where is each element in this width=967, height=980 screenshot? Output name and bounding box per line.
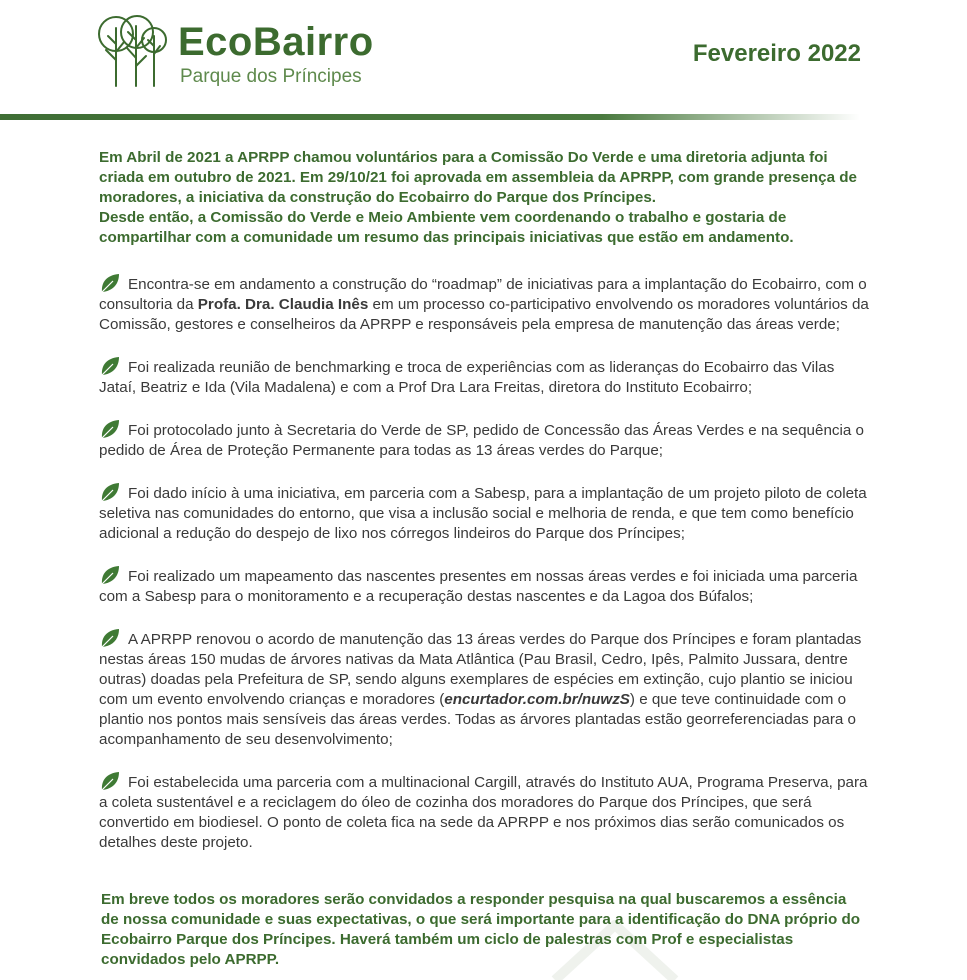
item-text: Foi realizado um mapeamento das nascentes presentes em nossas áreas verdes e foi iniciada uma parceria com a Sabesp para o monitoramento e a recuperação destas nascentes e da Lagoa dos Búfalos; <box>99 568 858 605</box>
leaf-icon <box>99 627 121 649</box>
intro-paragraph-1: Em Abril de 2021 a APRPP chamou voluntários para a Comissão Do Verde e uma diretoria adjunta foi criada em outubro de 2021. Em 29/10/21 foi aprovada em assembleia da APRPP, com grande presença de moradores, a iniciativa da construção do Ecobairro do Parque dos Príncipes. <box>99 149 858 206</box>
list-item <box>99 272 869 335</box>
leaf-icon <box>99 355 121 377</box>
item-text-pre: A APRPP renovou o acordo de manutenção das 13 áreas verdes do Parque dos Príncipes e foram plantadas nestas áreas 150 mudas de árvores nativas da Mata Atlântica (Pau Brasil, Cedro, Ipês, Palmito Jussara, dentre outras) doadas pela Prefeitura de SP, sendo alguns exemplares de espécies em extinção, cujo plantio se iniciou com um evento envolvendo crianças e moradores ( <box>99 631 862 708</box>
watermark-shape <box>545 920 685 980</box>
leaf-icon <box>99 564 121 586</box>
issue-date: Fevereiro 2022 <box>692 40 861 67</box>
initiatives-list <box>99 272 869 873</box>
item-text-post: em um processo co-participativo envolvendo os moradores voluntários da Comissão, gestores e conselheiros da APRPP e responsáveis pela empresa de manutenção das áreas verde; <box>99 296 869 333</box>
brand-subtitle: Parque dos Príncipes <box>180 66 362 87</box>
closing-text <box>101 890 861 970</box>
header-divider <box>0 114 860 120</box>
list-item <box>99 418 869 461</box>
consultant-name: Profa. Dra. Claudia Inês <box>197 296 369 313</box>
brand-name: EcoBairro <box>178 20 374 64</box>
leaf-icon <box>99 418 121 440</box>
item-text: Foi estabelecida uma parceria com a multinacional Cargill, através do Instituto AUA, Programa Preserva, para a coleta sustentável e a reciclagem do óleo de cozinha dos moradores do Parque dos Príncipes, que será convertido em biodiesel. O ponto de coleta fica na sede da APRPP e nos próximos dias serão comunicados os detalhes deste projeto. <box>99 774 868 851</box>
short-url-link[interactable]: encurtador.com.br/nuwzS <box>444 691 630 708</box>
list-item <box>99 355 869 398</box>
item-text: Foi realizada reunião de benchmarking e troca de experiências com as lideranças do Ecobairro das Vilas Jataí, Beatriz e Ida (Vila Madalena) e com a Prof Dra Lara Freitas, diretora do Instituto Ecobairro; <box>99 359 835 396</box>
item-text: Foi dado início à uma iniciativa, em parceria com a Sabesp, para a implantação de um projeto piloto de coleta seletiva nas comunidades do entorno, que visa a inclusão social e melhoria de renda, e que tem como benefício adicional a redução do despejo de lixo nos córregos lindeiros do Parque dos Príncipes; <box>99 485 867 542</box>
list-item <box>99 770 869 853</box>
intro-text <box>99 148 859 248</box>
header <box>0 0 967 122</box>
list-item <box>99 627 869 750</box>
leaf-icon <box>99 481 121 503</box>
leaf-icon <box>99 770 121 792</box>
list-item <box>99 481 869 544</box>
item-text-post: ) e que teve continuidade com o plantio nos pontos mais sensíveis das áreas verdes. Todas as árvores plantadas estão georreferenciadas para o acompanhamento de seu desenvolvimento; <box>99 691 857 748</box>
tree-logo-icon <box>96 14 168 88</box>
leaf-icon <box>99 272 121 294</box>
item-text: Foi protocolado junto à Secretaria do Verde de SP, pedido de Concessão das Áreas Verdes e na sequência o pedido de Área de Proteção Permanente para todas as 13 áreas verdes do Parque; <box>99 422 864 459</box>
closing-paragraph: Em breve todos os moradores serão convidados a responder pesquisa na qual buscaremos a essência de nossa comunidade e suas expectativas, o que será importante para a identificação do DNA próprio do Ecobairro Parque dos Príncipes. Haverá também um ciclo de palestras com Prof e especialistas convidados pelo APRPP. <box>101 891 861 968</box>
list-item <box>99 564 869 607</box>
item-text-pre: Encontra-se em andamento a construção do “roadmap” de iniciativas para a implantação do Ecobairro, com o consultoria da <box>99 276 867 313</box>
intro-paragraph-2: Desde então, a Comissão do Verde e Meio Ambiente vem coordenando o trabalho e gostaria de compartilhar com a comunidade um resumo das principais iniciativas que estão em andamento. <box>99 209 794 246</box>
